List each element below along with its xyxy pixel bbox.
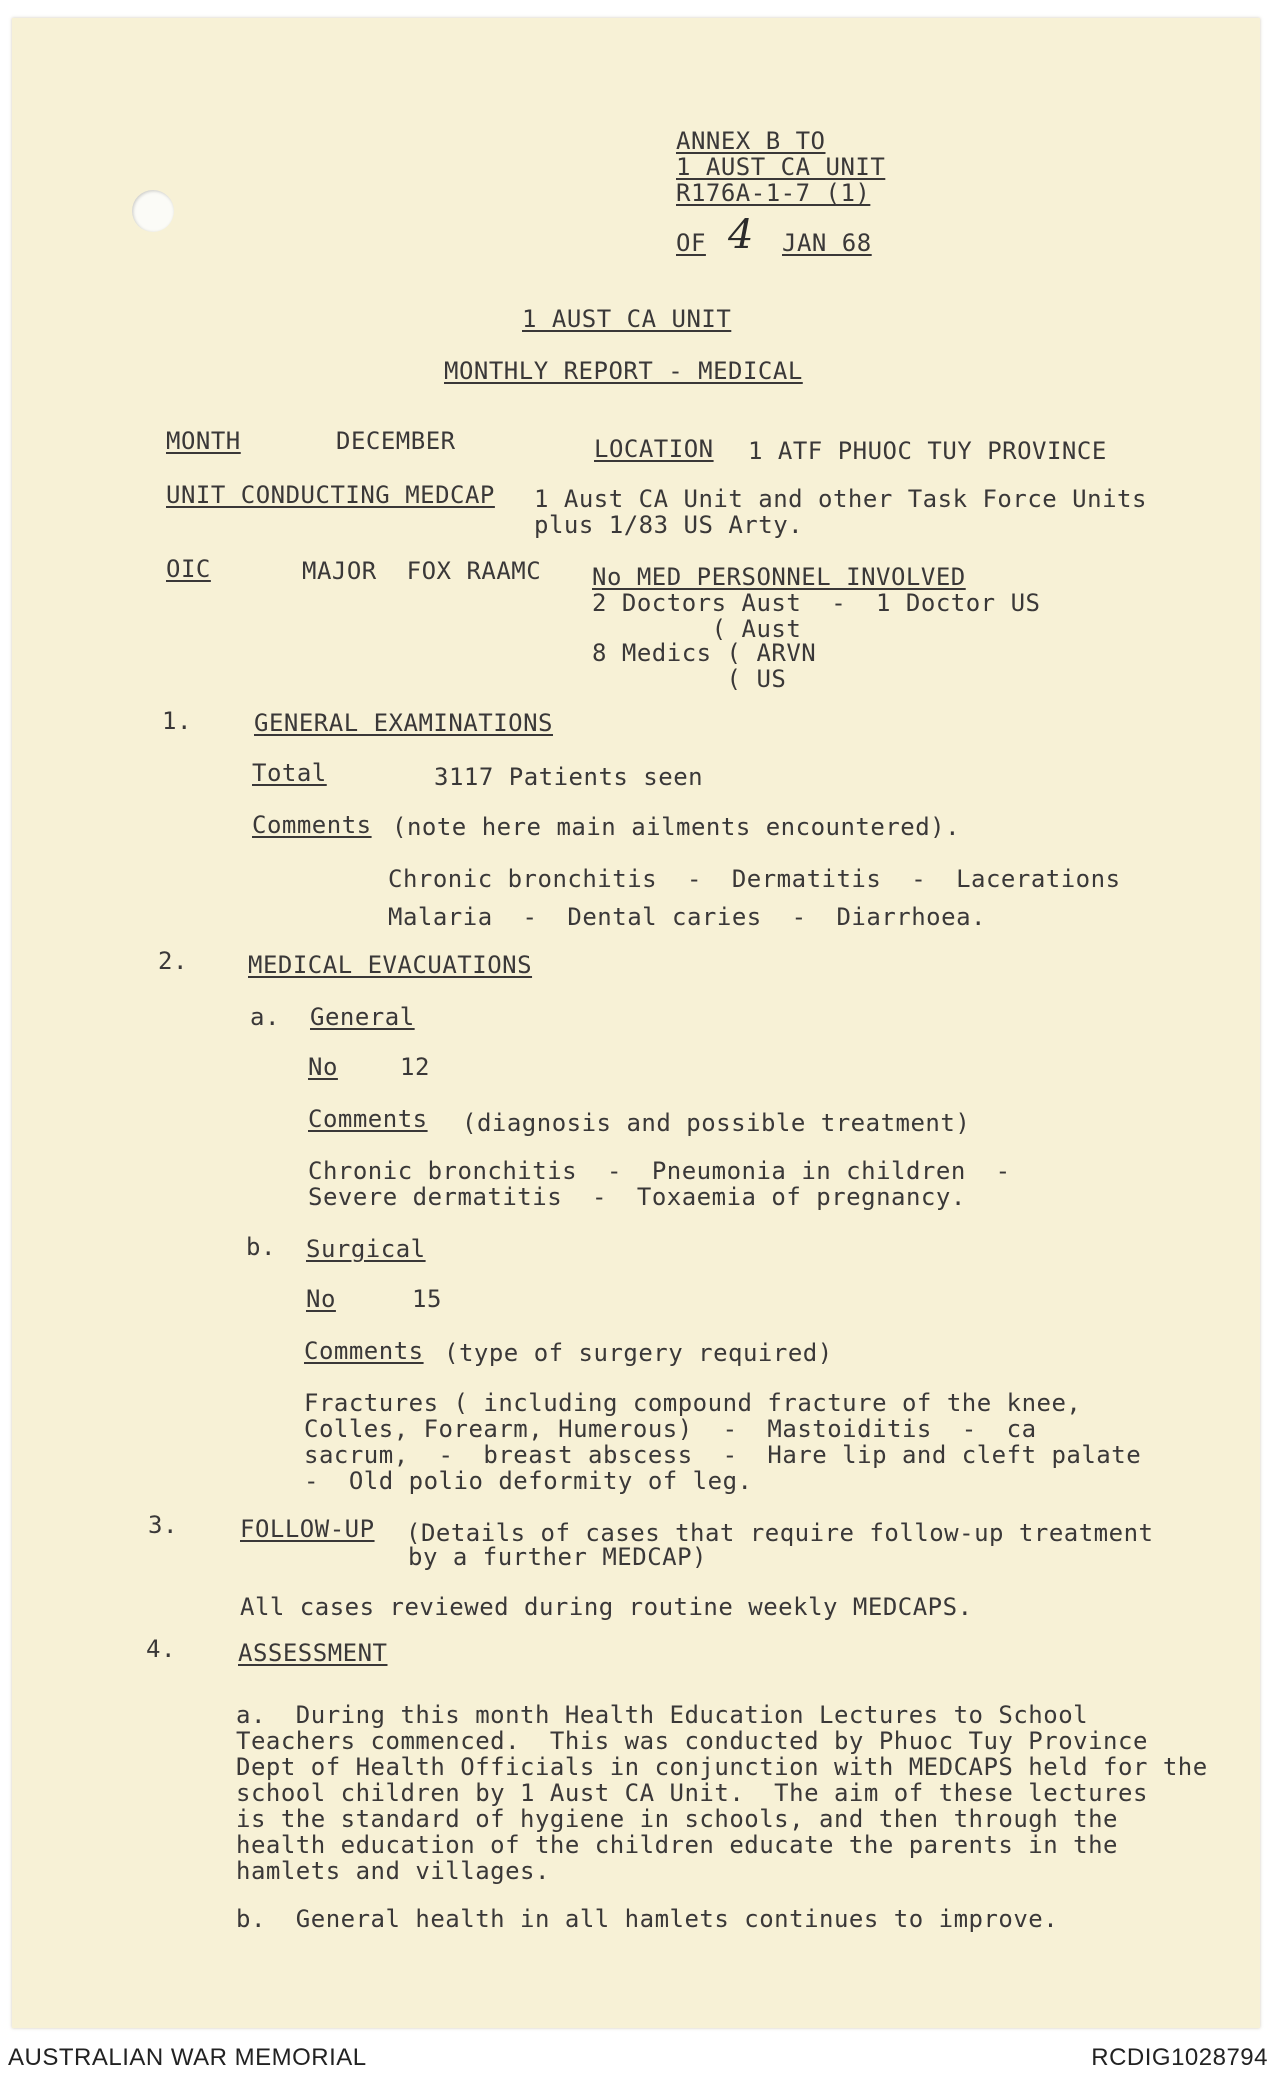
oic-value: MAJOR FOX RAAMC	[302, 557, 542, 585]
assessment-a-line-6: health education of the children educate the parents in the	[236, 1831, 1119, 1859]
assessment-a-line-7: hamlets and villages.	[236, 1857, 550, 1885]
general-comments-label: Comments	[308, 1105, 428, 1133]
annex-day-handwritten: 4	[728, 212, 754, 258]
surgical-text-line-2: Colles, Forearm, Humerous) - Mastoiditis - ca	[304, 1415, 1037, 1443]
follow-up-text: All cases reviewed during routine weekly MEDCAPS.	[240, 1593, 973, 1621]
punch-hole	[132, 190, 174, 232]
annex-month-year: JAN 68	[782, 229, 872, 257]
surgical-heading: Surgical	[306, 1235, 426, 1263]
footer-archive-name: AUSTRALIAN WAR MEMORIAL	[8, 2044, 367, 2071]
personnel-line-2: ( Aust	[592, 615, 802, 643]
annex-line-1: ANNEX B TO	[676, 127, 826, 155]
general-label: a.	[250, 1003, 280, 1031]
general-no-label: No	[308, 1053, 338, 1081]
unit-conducting-value-2: plus 1/83 US Arty.	[534, 511, 804, 539]
general-text-line-2: Severe dermatitis - Toxaemia of pregnancy.	[308, 1183, 966, 1211]
personnel-line-4: ( US	[592, 665, 787, 693]
surgical-no-value: 15	[412, 1285, 442, 1313]
total-label: Total	[252, 759, 327, 787]
annex-line-2: 1 AUST CA UNIT	[676, 153, 886, 181]
personnel-label: No MED PERSONNEL INVOLVED	[592, 563, 966, 591]
general-no-value: 12	[400, 1053, 430, 1081]
section-2-number: 2.	[158, 947, 188, 975]
section-1-heading: GENERAL EXAMINATIONS	[254, 709, 553, 737]
section-3-heading: FOLLOW-UP	[240, 1515, 375, 1543]
unit-conducting-label: UNIT CONDUCTING MEDCAP	[166, 481, 495, 509]
section-4-heading: ASSESSMENT	[238, 1639, 388, 1667]
month-value: DECEMBER	[336, 427, 456, 455]
footer-record-id: RCDIG1028794	[1091, 2044, 1268, 2071]
section-2-heading: MEDICAL EVACUATIONS	[248, 951, 533, 979]
annex-line-3: R176A-1-7 (1)	[676, 179, 871, 207]
general-text-line-1: Chronic bronchitis - Pneumonia in children -	[308, 1157, 1011, 1185]
section-1-number: 1.	[162, 707, 192, 735]
document-report-title: MONTHLY REPORT - MEDICAL	[444, 357, 803, 385]
assessment-b: b. General health in all hamlets continues to improve.	[236, 1905, 1059, 1933]
general-comments-note: (diagnosis and possible treatment)	[462, 1109, 971, 1137]
month-label: MONTH	[166, 427, 241, 455]
document-unit-title: 1 AUST CA UNIT	[522, 305, 732, 333]
assessment-a-line-2: Teachers commenced. This was conducted by Phuoc Tuy Province	[236, 1727, 1148, 1755]
general-heading: General	[310, 1003, 415, 1031]
assessment-a-line-1: a. During this month Health Education Lectures to School	[236, 1701, 1089, 1729]
total-value: 3117 Patients seen	[434, 763, 704, 791]
unit-conducting-value-1: 1 Aust CA Unit and other Task Force Units	[534, 485, 1147, 513]
section-1-comments-label: Comments	[252, 811, 372, 839]
section-1-comments-note: (note here main ailments encountered).	[392, 813, 961, 841]
assessment-a-line-5: is the standard of hygiene in schools, and then through the	[236, 1805, 1119, 1833]
surgical-text-line-3: sacrum, - breast abscess - Hare lip and cleft palate	[304, 1441, 1142, 1469]
surgical-comments-note: (type of surgery required)	[444, 1339, 833, 1367]
follow-up-note-line-2: by a further MEDCAP)	[408, 1543, 707, 1571]
location-value: 1 ATF PHUOC TUY PROVINCE	[748, 437, 1107, 465]
ailments-line-2: Malaria - Dental caries - Diarrhoea.	[388, 903, 986, 931]
personnel-line-1: 2 Doctors Aust - 1 Doctor US	[592, 589, 1041, 617]
surgical-text-line-1: Fractures ( including compound fracture of the knee,	[304, 1389, 1082, 1417]
location-label: LOCATION	[594, 435, 714, 463]
assessment-a-line-3: Dept of Health Officials in conjunction with MEDCAPS held for the	[236, 1753, 1208, 1781]
surgical-label: b.	[246, 1233, 276, 1261]
surgical-comments-label: Comments	[304, 1337, 424, 1365]
follow-up-note-line-1: (Details of cases that require follow-up treatment	[406, 1519, 1154, 1547]
annex-of-label: OF	[676, 229, 706, 257]
section-4-number: 4.	[146, 1635, 176, 1663]
oic-label: OIC	[166, 555, 211, 583]
assessment-a-line-4: school children by 1 Aust CA Unit. The aim of these lectures	[236, 1779, 1148, 1807]
surgical-no-label: No	[306, 1285, 336, 1313]
personnel-line-3: 8 Medics ( ARVN	[592, 639, 817, 667]
section-3-number: 3.	[148, 1511, 178, 1539]
surgical-text-line-4: - Old polio deformity of leg.	[304, 1467, 753, 1495]
ailments-line-1: Chronic bronchitis - Dermatitis - Lacerations	[388, 865, 1121, 893]
